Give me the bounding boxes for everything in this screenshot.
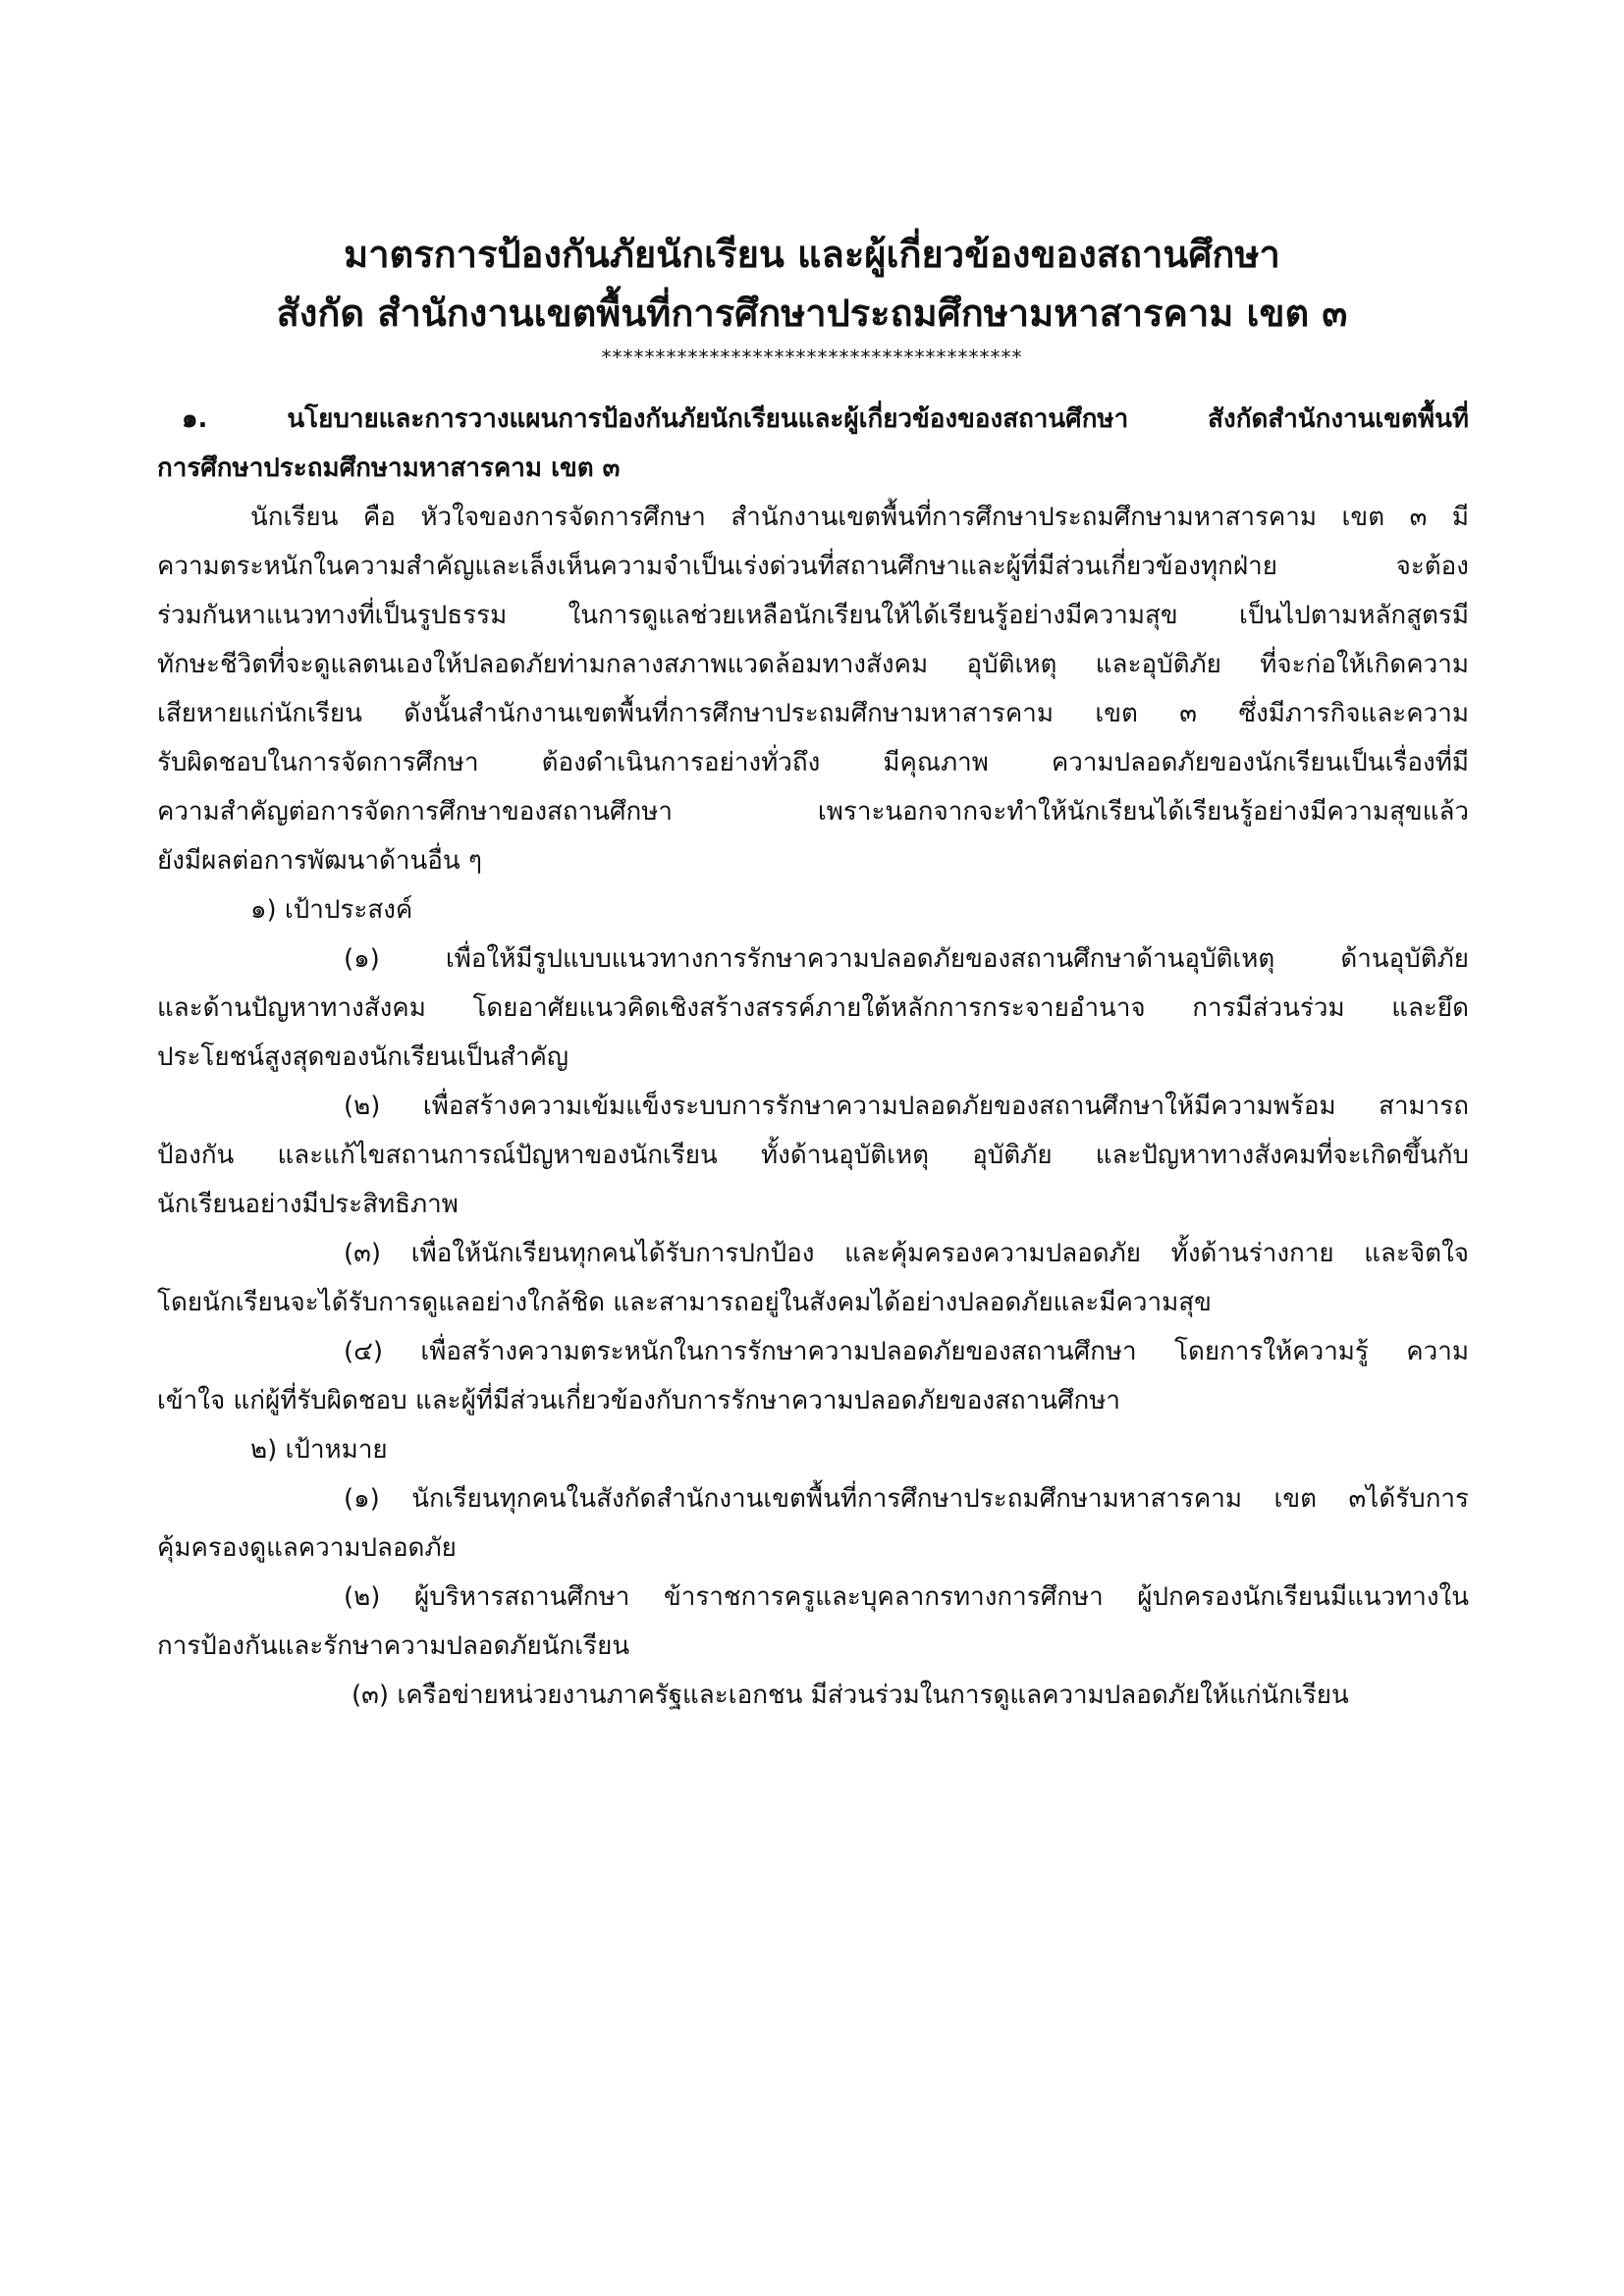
intro-line: ความสำคัญต่อการจัดการศึกษาของสถานศึกษา เพราะนอกจากจะทำให้นักเรียนได้เรียนรู้อย่างมีความสุขแล้ว [157,797,1469,827]
objective-line: เข้าใจ แก่ผู้ที่รับผิดชอบ และผู้ที่มีส่วนเกี่ยวข้องกับการรักษาความปลอดภัยของสถานศึกษา [157,1386,1120,1415]
targets-heading: ๒) เป้าหมาย [250,1435,388,1465]
document-body [157,395,1469,1720]
objective-line: และด้านปัญหาทางสังคม โดยอาศัยแนวคิดเชิงสร้างสรรค์ภายใต้หลักการกระจายอำนาจ การมีส่วนร่วม และยึด [157,993,1469,1023]
intro-line: ร่วมกันหาแนวทางที่เป็นรูปธรรม ในการดูแลช่วยเหลือนักเรียนให้ได้เรียนรู้อย่างมีความสุข เป็นไปตามหลักสูตรมี [157,601,1469,630]
title-separator: *************************************** [601,346,1023,369]
objective-line: นักเรียนอย่างมีประสิทธิภาพ [157,1190,459,1219]
intro-line: เสียหายแก่นักเรียน ดังนั้นสำนักงานเขตพื้นที่การศึกษาประถมศึกษามหาสารคาม เขต ๓ ซึ่งมีภารกิจและความ [157,699,1469,728]
objective-line: (๓) เพื่อให้นักเรียนทุกคนได้รับการปกป้อง และคุ้มครองความปลอดภัย ทั้งด้านร่างกาย และจิตใจ [344,1239,1469,1268]
objective-line: (๑) เพื่อให้มีรูปแบบแนวทางการรักษาความปลอดภัยของสถานศึกษาด้านอุบัติเหตุ ด้านอุบัติภัย [344,944,1469,974]
document-title-line-1: มาตรการป้องกันภัยนักเรียน และผู้เกี่ยวข้องของสถานศึกษา [344,233,1280,276]
objective-line: ป้องกัน และแก้ไขสถานการณ์ปัญหาของนักเรียน ทั้งด้านอุบัติเหตุ อุบัติภัย และปัญหาทางสังคมที่จะเกิดขึ้นกับ [157,1141,1469,1170]
objectives-heading: ๑) เป้าประสงค์ [250,895,413,925]
target-line: (๒) ผู้บริหารสถานศึกษา ข้าราชการครูและบุคลากรทางการศึกษา ผู้ปกครองนักเรียนมีแนวทางใน [344,1582,1469,1612]
intro-line: รับผิดชอบในการจัดการศึกษา ต้องดำเนินการอย่างทั่วถึง มีคุณภาพ ความปลอดภัยของนักเรียนเป็นเรื่องที่มี [157,748,1469,777]
objective-line: (๔) เพื่อสร้างความตระหนักในการรักษาความปลอดภัยของสถานศึกษา โดยการให้ความรู้ ความ [344,1337,1469,1366]
target-line: คุ้มครองดูแลความปลอดภัย [157,1533,457,1563]
document-title-line-2: สังกัด สำนักงานเขตพื้นที่การศึกษาประถมศึกษามหาสารคาม เขต ๓ [276,292,1348,335]
target-line: การป้องกันและรักษาความปลอดภัยนักเรียน [157,1631,630,1661]
section-heading-line-2: การศึกษาประถมศึกษามหาสารคาม เขต ๓ [157,454,621,483]
intro-line: ยังมีผลต่อการพัฒนาด้านอื่น ๆ [157,846,482,876]
objective-line: (๒) เพื่อสร้างความเข้มแข็งระบบการรักษาความปลอดภัยของสถานศึกษาให้มีความพร้อม สามารถ [344,1092,1469,1121]
intro-line: นักเรียน คือ หัวใจของการจัดการศึกษา สำนักงานเขตพื้นที่การศึกษาประถมศึกษามหาสารคาม เขต ๓ มี [250,503,1469,532]
section-heading-line-1: ๑. นโยบายและการวางแผนการป้องกันภัยนักเรียนและผู้เกี่ยวข้องของสถานศึกษา สังกัดสำนักงานเขตพื้นที่ [182,404,1469,434]
objective-line: โดยนักเรียนจะได้รับการดูแลอย่างใกล้ชิด และสามารถอยู่ในสังคมได้อย่างปลอดภัยและมีความสุข [157,1288,1212,1317]
intro-line: ทักษะชีวิตที่จะดูแลตนเองให้ปลอดภัยท่ามกลางสภาพแวดล้อมทางสังคม อุบัติเหตุ และอุบัติภัย ที่จะก่อให้เกิดความ [157,650,1469,679]
objective-line: ประโยชน์สูงสุดของนักเรียนเป็นสำคัญ [157,1042,569,1072]
intro-line: ความตระหนักในความสำคัญและเล็งเห็นความจำเป็นเร่งด่วนที่สถานศึกษาและผู้ที่มีส่วนเกี่ยวข้องทุกฝ่าย จะต้อง [157,552,1469,581]
target-line: (๓) เครือข่ายหน่วยงานภาครัฐและเอกชน มีส่วนร่วมในการดูแลความปลอดภัยให้แก่นักเรียน [352,1681,1349,1710]
target-line: (๑) นักเรียนทุกคนในสังกัดสำนักงานเขตพื้นที่การศึกษาประถมศึกษามหาสารคาม เขต ๓ได้รับการ [344,1484,1469,1514]
